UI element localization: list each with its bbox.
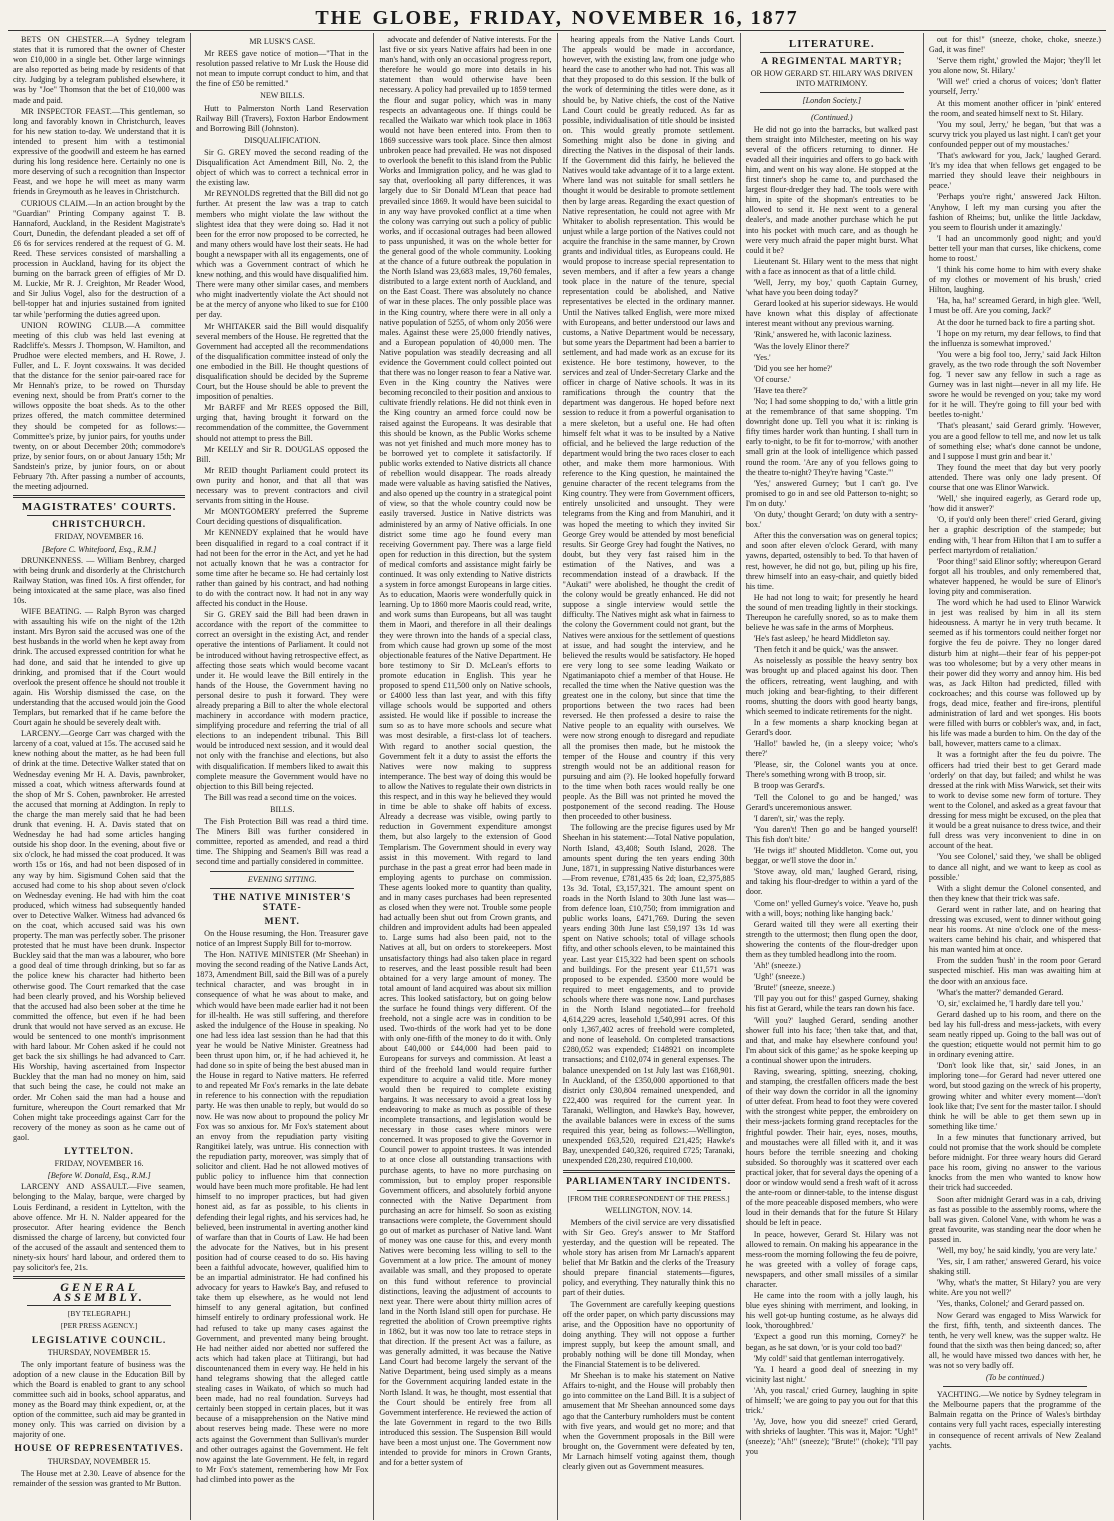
paragraph: Lieutenant St. Hilary went to the mess that night with a face as innocent as that of a little child. — [745, 256, 918, 276]
paragraph: 'Ah, you rascal,' cried Gurney, laughing in spite of himself; 'we are going to pay you out for that this trick.' — [745, 1385, 918, 1416]
paragraph: Gerard went in rather late, and on hearing that dressing was excused, went to dinner without going near his rooms. At nine o'clock one of the mess-waiters came behind his chair, and whispered that his man wanted him at once. — [928, 904, 1102, 955]
paragraph: 'He's fast asleep,' he heard Middleton say. — [753, 634, 890, 644]
paragraph: MR INSPECTOR FEAST.—This gentleman, so long and favorably known in Christchurch, leaves for his new station to-day. We understand that it is intended to present him with a testimonial expressive of the goodwill and esteem he has earned during his long residence here. Certainly no one is more deserving of such a recognition than Inspector Feast, and we hope he will meet as many warm friends in Greymouth as he leaves in Christchurch. — [13, 106, 186, 197]
paragraph: Mr KENNEDY explained that he would have been disqualified in regard to a coal contract if it had not been for the error in the Act, and yet he had not actually known that he was a contractor for some time after he became so. He had certainly lost rather than gained by his contract, and had nothing to do with the contract now. It had not in any way affected his conduct in the House. — [196, 528, 369, 609]
paragraph: 'Have tea there?' — [753, 385, 808, 395]
paragraph: 'You see Colonel,' said they, 'we shall be obliged to dance all night, and we want to keep as cool as possible.' — [928, 852, 1102, 882]
section-heading: MAGISTRATES' COURTS. — [21, 501, 177, 514]
paragraph: 'He twigs it!' shouted Middleton. 'Come out, you beggar, or we'll stove the door in.' — [745, 846, 918, 866]
paragraph: At this moment another officer in 'pink' entered the room, and seated himself next to St. Hilary. — [928, 98, 1102, 118]
subheading: MR LUSK'S CASE. — [249, 37, 316, 46]
paragraph: 'Expect a good run this morning, Corney?' he began, as he sat down, 'or is your cold too bad?' — [745, 1332, 918, 1352]
paragraph: 'That's awkward for you, Jack,' laughed Gerard. 'It's my idea that when fellows get engaged to be married they should leave their neighbours in peace.' — [928, 151, 1102, 191]
paragraph: hearing appeals from the Native Lands Court. The appeals would be made in accordance, however, with the existing law, from one judge who heard the case to another who had not. This was all that they proposed to do this session. If the bulk of the work of determining the titles were done, as it should be, by Native chiefs, the cost of the Native Land Court could be greatly reduced. As far as possible, individualisation of title should be insisted on. This would greatly promote settlement. Something might also be done in giving and directing the Natives in the disposal of their lands. If the Government did this fairly, he believed the Natives would take advantage of it to a large extent. Where land was not suitable for small settlers he thought it would be desirable to promote settlement then by large areas. Regarding the exact question of Native representation, he could not agree with Mr Whitaker to abolish representation. This would be unjust while a large portion of the Natives could not acquire the franchise in the same manner, by Crown grants and individual titles, as Europeans could. He would propose to increase special representation to seven members, and if after a few years a change took place in the nature of the tenure, special representation could be abolished, and Native representatives be elected in the ordinary manner. Until the Natives talked English, were more mixed with Europeans, and better understood our laws and customs, a Native Department would be necessary, but some years the Department had been a barrier to settlement, and had made work as an excuse for its existence. He bore testimony, however, to the services and zeal of Under-Secretary Clarke and the officer in charge of Native schools. It was in its ramifications through the country that the department was dangerous. He hoped before next session to reduce it from a powerful organisation to a mere skeleton, but a useful one. He had often himself felt what it was to be insulted by a Native official, and he believed the large reduction of the department would bring the two races closer to each other, and make them more harmonious. With reference to the King question, he maintained the genuine character of the recent telegrams from the King country. They were from Government officers, entirely unsolicited and unsought. They were telegrams from the King and from Manuhiri, and it was hoped the meeting to which they invited Sir George Grey would be attended by most beneficial results. Sir George Grey had fought the Natives, no doubt, but they very fast raised him in the estimation of the Natives, and was a recommendation instead of a drawback. If the "Aukati" were abolished, he thought the credit of the colony would be greatly enhanced. He did not suppose a single interview would settle the difficulty. The Natives might ask what in fairness to the colony the Government could not grant, but the Natives were anxious for the settlement of questions at issue, and had sought the interview, and he believed the results would be satisfactory. He hoped ere very long to see some leading Waikato or Ngatimaniapoto chief a member of that House. He recalled the time when the Native question was the greatest one in the colony, but since that time the proportions between the two races had been reversed. He then professed a desire to raise the Native people to an equality with ourselves. We were now strong enough to disregard and repudiate all the promises then made, but he mistook the temper of the House and country if this very strength would not be an additional reason for pursuing and aim (?). He looked hopefully forward to the time when both races would really be one people. As the Bill was not printed he moved the postponement of the second reading. The House then proceeded to other business. — [562, 35, 735, 822]
paragraph: 'Come on!' yelled Gurney's voice. 'Yeave ho, push with a will, boys; nothing like hanging back.' — [745, 898, 918, 918]
column-1 — [8, 33, 191, 1520]
section-heading-literature: LITERATURE. — [788, 38, 875, 50]
paragraph: 'Serve them right,' growled the Major; 'they'll let you alone now, St. Hilary.' — [928, 56, 1102, 76]
paragraph: 'Don't look like that, sir,' said Jones, in an imploring tone—for Gerard had never uttered one word, but stood gazing on the wreck of his property, growing whiter and whiter every moment—'don't look like that; I've sent for the master tailor. I should think he will be able to get them sewn up in something like time.' — [928, 1061, 1102, 1131]
divider — [760, 92, 904, 93]
masthead — [8, 6, 1106, 31]
divider — [13, 1276, 185, 1279]
paragraph: He had not long to wait; for presently he heard the sound of men treading lightly in their stockings. Thereupon he carefully snored, so as to make them believe he was safe in the arms of Morpheus. — [745, 592, 918, 633]
subheading: LEGISLATIVE COUNCIL. — [31, 1335, 167, 1346]
paragraph: 'Ugh!' (sneeze.) — [753, 972, 805, 982]
paragraph: 'Ay, Jove, how you did sneeze!' cried Gerard, with shrieks of laughter. 'This was it, Major: "Ugh!" (sneeze); "Ah!" (sneeze); "Brute!" (choke); "I'll pay you — [745, 1417, 918, 1457]
paragraph: 'Well, my boy,' he said kindly, 'you are very late.' — [936, 1245, 1097, 1255]
paragraph: With a slight demur the Colonel consented, and then they knew that their trick was safe. — [928, 883, 1102, 903]
masthead-the: THE — [315, 7, 364, 29]
to-be-continued: (To be continued.) — [985, 1373, 1045, 1383]
divider — [27, 515, 171, 516]
column-2 — [191, 33, 374, 1520]
paragraph: advocate and defender of Native interests. For the last five or six years Native affairs had been in one man's hand, with only an occasional progress report, therefore he would go more into details in his statement than would otherwise have been necessary. A policy had prevailed up to 1859 termed the flour and sugar policy, which was in many respects an advantageous one. If things could be recalled the Waikato war which took place in 1863 would not have been entered into. From then to 1869 successive wars took place. Since then almost unbroken peace had prevailed. He was not disposed to overlook the benefit to this island from the Public Works and Immigration policy, and he was glad to say that, overlooking all party differences, it was largely due to Sir Donald M'Lean that peace had prevailed since 1869. It would have been suicidal to in any way have provoked conflict at a time when the colony was carrying out such a policy of public works, and if occasional outrages had been allowed to pass unpunished, it was on the whole better for the general good of the whole community. Looking at the chance of a future outbreak the population in the North Island was 23,683 males, 19,760 females, distributed to a large extent north of Auckland, and on the East Coast. There was absolutely no chance of war in these places. The only possible place was in the King country, where there were in all only a native population of 5255, of whom only 2056 were males. Against these were 25,000 friendly natives, and a European population of 40,000 men. The Native population was steadily decreasing and all evidence the Government could collect pointed out that there was no longer reason to fear a Native war. Even in the King country the Natives were becoming reconciled to their position and anxious to cultivate friendly relations. He did not think even in the King country an armed force could now be raised against the Europeans. It was desirable that this should be known, as the Public Works scheme was not yet finished and much more money has to be borrowed yet to complete it satisfactorily. If public works extended to Native districts all chance of rebellion would disappear. The roads already made were valuable as having satisfied the Natives, and also opened up the country in a strategical point of view, so that the whole country could now be easily traversed. Justice in Native districts was administered by an army of Native officials. In one district some time ago he found every man receiving Government pay. There was a large field open for reduction in this direction, but the system of medical comforts and assistance might fairly be continued. It was only extending to Native districts a system in force amongst Europeans in large cities. As to education, Maoris were wonderfully quick in learning. Up to 1860 more Maoris could read, write, and work sums than Europeans, but all was taught them in Maori, and therefore in all their dealings they were thrown into the hands of a special class, from which cause had grown up some of the most objectionable features of the Native Department. He bore testimony to Sir D. McLean's efforts to promote education in English. This year he proposed to spend £11,500 only on Native schools, or £4000 less than last year, and with this fifty village schools would be supported and others assisted. He would like if possible to increase the sum so as to have more schools and secure what was most desirable, a first-class lot of teachers. With regard to another social question, the Government felt it a duty to assist the efforts the Natives were now making to suppress intemperance. The best way of doing this would be to allow the Natives to regulate their own districts in this respect, and in this way he believed they would in time be able to shake off habits of excess. Already a decrease was visible, owing partly to reduction in Government expenditure amongst them, but also largely to the extension of Good Templarism. The Government should in every way assist in this movement. With regard to land purchase in the past a great error had been made in employing agents to purchase on commission. These agents looked more to quantity than quality, and in many cases purchases had been represented as closed when they were not. Trouble some people had actually been shut out from Crown grants, and children and improvident adults had been appealed to. Large sums had also been paid, not to the Natives at all, but on orders to storekeepers. Most unsatisfactory things had also taken place in regard to reserves, and the least possible result had been obtained for a very large amount of money. The total amount of land acquired was about six million acres. This looked satisfactory, but on going below the surface he found things very different. Of the freehold, not a single acre was in condition to be used. Two-thirds of the work had yet to be done with only one-fifth of the money to do it with. Only about £40,000 or £44,000 had been paid to Europeans for surveys and commission. At least a third of the freehold land would require further expenditure to acquire a valid title. More money would then be required to complete existing bargains. It was necessary to avoid a great loss by endeavoring to make as much as possible of these incomplete transactions, and legislation would be necessary in those cases where minors were concerned. It was proposed to give the Governor in Council power to appoint trustees. It was intended to at once close all outstanding transactions with purchase agents, to have no more purchasing on commission, but to employ proper responsible Government officers, and absolutely forbid anyone connected with the Native Department from purchasing an acre for himself. So soon as existing transactions were complete, the Government should go out of market as purchaser of Native land. Want of money was one cause for this, and every month Natives were becoming less willing to sell to the Government at a low price. The amount of money available was small, and they proposed to operate on this fund without reference to provincial distinctions, leaving the adjustment of accounts to next year. There were about thirty million acres of land in the North Island still open for purchase. He regretted the abolition of Crown preemptive rights in 1862, but it was now too late to retrace steps in that direction. If the present Act was a failure, as was generally admitted, it was because the Native Land Court had become largely the servant of the Native Department, being used simply as a means for the Government acquiring landed estate in the North Island. It was, he thought, most essential that the Court should be entirely free from all Government interference. He reviewed the action of the late Government in regard to the two Bills introduced this session. The Suspension Bill would have been a most unjust one. The Government now intended to provide for minors in Crown Grants, and for a better system of — [379, 35, 552, 1468]
paragraph: 'O, if you'd only been there!' cried Gerard, giving her a graphic description of the stampede; but ending with, 'I hear from Hilton that I am to suffer a perfect martyrdom of retaliation.' — [928, 515, 1102, 555]
subheading: HOUSE OF REPRESENTATIVES. — [14, 1444, 184, 1455]
section-heading-general-assembly: GENERAL ASSEMBLY. — [53, 1280, 145, 1305]
paragraph: 'Tell the Colonel to go and be hanged,' was Gerard's unceremonious answer. — [745, 792, 918, 812]
section-heading: THE NATIVE MINISTER'S STATE- — [213, 892, 352, 913]
paragraph: The House met at 2.30. Leave of absence for the remainder of the session was granted to Mr Button. — [13, 1468, 186, 1488]
paragraph: CURIOUS CLAIM.—In an action brought by the "Guardian" Printing Company against T. B. Hannaford, Auckland, in the Resident Magistrate's Court, Dunedin, the defendant pleaded a set off of £6 6s for services rendered at the request of G. M. Reed. These services consisted of marshalling a procession in Auckland, having for its object the burning on the barrack green of effigies of Mr D. M. Luckie, Mr R. J. Creighton, Mr Reader Wood, and Sir Julius Vogel, also for the destruction of a bell-topper hat and injuries sustained from ignited tar while 'performing the duties agreed upon. — [13, 198, 186, 319]
subheading: CHRISTCHURCH. — [52, 520, 147, 531]
paragraph: 'Yes, thanks, Colonel;' and Gerard passed on. — [936, 1299, 1085, 1309]
paragraph: 'Ha, ha, ha!' screamed Gerard, in high glee. 'Well, I must be off. Are you coming, Jack?' — [928, 296, 1102, 316]
paragraph: 'Then fetch it and be quick,' was the answer. — [753, 645, 899, 655]
paragraph: Mr BARFF and Mr REES opposed the Bill, urging that, having brought it forward on the recommendation of the committee, the Government should not attempt to press the Bill. — [196, 403, 369, 443]
byline: [FROM THE CORRESPONDENT OF THE PRESS.] — [567, 1193, 730, 1203]
paragraph: 'Please, sir, the Colonel wants you at once. There's something wrong with B troop, sir. — [745, 760, 918, 780]
divider — [577, 1190, 721, 1191]
paragraph: 'I hope on my return, my dear fellows, to find that the influenza is somewhat improved.' — [928, 328, 1102, 348]
paragraph: Mr Sheehan is to make his statement on Native Affairs to-night, and the House will probably then go into committee on the Land Bill. It is a subject of amusement that Mr Sheehan announced some days ago that the Canterbury rumholders must be content with five years, and would get no more; and that when the Government proposals in the Bill were brought on, the Government were defeated by ten, Mr Larnach himself voting against them, though clearly given out as Government measures. — [562, 1371, 735, 1472]
paragraph: Sir G. GREY moved the second reading of the Disqualification Act Amendment Bill, No. 2, the object of which was to correct a technical error in the existing law. — [196, 147, 369, 188]
paragraph: 'I'll pay you out for this!' gasped Gurney, shaking his fist at Gerard, while the tears ran down his face. — [745, 994, 918, 1014]
byline: [PER PRESS AGENCY.] — [60, 1321, 138, 1331]
divider — [760, 52, 904, 53]
story-subtitle: OR HOW GERARD ST. HILARY WAS DRIVEN INTO MATRIMONY. — [750, 69, 913, 89]
paragraph: Soon after midnight Gerard was in a cab, driving as fast as possible to the assembly rooms, where the ball was given. Colonel Vane, with whom he was a great favourite, was standing near the door when he passed in. — [928, 1194, 1102, 1244]
paragraph: 'Yes, sir, I am rather,' answered Gerard, his voice shaking still. — [928, 1257, 1102, 1277]
paragraph: Mr REID thought Parliament could protect its own purity and honor, and that all that was necessary was to prevent contractors and civil servants from sitting in the House. — [196, 465, 369, 506]
paragraph: 'You my soul, Jerry,' he began, 'but that was a scurvy trick you played us last night. I can't get your confounded pepper out of my moustaches.' — [928, 119, 1102, 149]
subheading: NEW BILLS. — [260, 91, 305, 101]
dateline: WELLINGTON, NOV. 14. — [605, 1205, 693, 1215]
divider — [210, 871, 354, 872]
column-6 — [924, 33, 1106, 1520]
paragraph: 'Yes.' — [753, 352, 771, 362]
paragraph: Hutt to Palmerston North Land Reservation Railway Bill (Travers), Foxton Harbor Endowment and Borrowing Bill (Johnston). — [196, 103, 369, 133]
paragraph: YACHTING.—We notice by Sydney telegram in the Melbourne papers that the programme of the Balmain regatta on the Prince of Wales's birthday contains very full yacht races, especially interesting in consequence of recent arrivals of New Zealand yachts. — [928, 1390, 1102, 1450]
paragraph: 'Will you?' laughed Gerard, sending another shower full into his face; 'then take that, and that, and that, and make hay elsewhere confound you! I'm about sick of this game;' as he spoke keeping up a continual shower upon the intruders. — [745, 1015, 918, 1065]
paragraph: out for this!" (sneeze, choke, choke, sneeze.) Gad, it was fine!' — [928, 35, 1102, 55]
court-line: [Before C. Whitefoord, Esq., R.M.] — [41, 544, 157, 554]
paragraph: 'You daren't! Then go and be hanged yourself! This fish don't bite.' — [745, 824, 918, 844]
masthead-date: NOVEMBER 16, 1877 — [571, 7, 799, 29]
divider — [943, 1386, 1087, 1387]
paragraph: 'I had an uncommonly good night; and you'd better tell your man that curses, like chickens, come home to roost.' — [928, 233, 1102, 263]
columns — [8, 33, 1106, 1520]
paragraph: BETS ON CHESTER.—A Sydney telegram states that it is rumored that the owner of Chester won £10,000 in a single bet. Other large winnings are also reported as being made by residents of that city. Judging by a telegram published elsewhere, it was by "Joe" Thomson that the bet of £10,000 was made and paid. — [13, 35, 186, 105]
paragraph: Mr MONTGOMERY preferred the Supreme Court deciding questions of disqualification. — [196, 507, 369, 527]
paragraph: 'I daren't, sir,' was the reply. — [753, 813, 845, 823]
divider — [210, 888, 354, 889]
subheading-evening: EVENING SITTING. — [247, 874, 317, 884]
paragraph: 'Did you see her home?' — [753, 363, 833, 373]
paragraph: In peace, however, Gerard St. Hilary was not allowed to remain. On making his appearance in the mess-room the morning following the feu de poivre, he was greeted with a volley of forage caps, newspapers, and other small missiles of a similar character. — [745, 1229, 918, 1289]
paragraph: LARCENY AND ASSAULT.—Five seamen, belonging to the Malay, barque, were charged by Louis Ferdinand, a resident in Lyttelton, with the above offence. Mr H. N. Nalder appeared for the prosecutor. After hearing evidence the Bench dismissed the charge of larceny, but convicted four of the accused of the assault and sentenced them to ninety-six hours' hard labour, and ordered them to pay solicitor's fee, 21s. — [13, 1182, 186, 1273]
divider — [563, 1170, 735, 1173]
paragraph: The Government are carefully keeping questions off the order paper, on which party discussions may arise, and the Opposition have no opportunity of doing anything. They will not oppose a further imprest supply, but keep the amount small, and probably nothing will be done till Monday, when the Financial Statement is to be delivered. — [562, 1299, 735, 1370]
paragraph: 'Stove away, old man,' laughed Gerard, rising, and taking his flour-dredger to within a yard of the door. — [745, 867, 918, 897]
column-5 — [741, 33, 924, 1520]
paragraph: 'Perhaps you're right,' answered Jack Hilton. 'Anyhow, I left my man cursing you after the fashion of Rheims; but, unlike the little Jackdaw, you seem to flourish under it amazingly.' — [928, 192, 1102, 232]
paragraph: 'I think his come home to him with every shake of my clothes or movement of his brush,' cried Hilton, laughing. — [928, 265, 1102, 295]
subheading: DISQUALIFICATION. — [244, 135, 321, 145]
dateline: FRIDAY, NOVEMBER 16. — [54, 532, 144, 542]
paragraph: In a few minutes that functionary arrived, but could not promise that the work should be complete before midnight. For three weary hours did Gerard pace his room, giving no answer to the various knocks from the men who wanted to know how their trick had succeeded. — [928, 1132, 1102, 1193]
paragraph: Raving, swearing, spitting, sneezing, choking, and stamping, the crestfallen officers made the best of their way down the corridor in all the ignominy of utter defeat. From head to foot they were covered with the strongest white pepper, the embroidery on their mess-jackets forming grand receptacles for the frightful powder. Their hair, eyes, noses, mouths, and moustaches were all filled with it, and it was hours before the terrible sneezing and choking subsided. So thoroughly was it scattered over each practical joker, that for several days the opening of a door or window would send a fresh waft of it across the ante-room or dinner-table, to the intense disgust of the more peaceable disposed members, who were loud in their demands that for the future St Hilary should be left in peace. — [745, 1067, 918, 1228]
dateline: THURSDAY, NOVEMBER 15. — [47, 1456, 151, 1466]
paragraph: They found the meet that day but very poorly attended. There was only one lady present. Of course that one was Elinor Warwick. — [928, 462, 1102, 493]
paragraph: 'No; I had some shopping to do,' with a little grin at the remembrance of that same shopping. 'I'm downright done up. Tell you what it is: rinking is fifty times harder work than hunting. I shall turn in early to-night, to be fit for to-morrow,' with another small grin at the look of intelligence which passed round the room. 'Are any of you fellows going to the theatre to-night? They're having "Caste."' — [745, 397, 918, 477]
paragraph: On the House resuming, the Hon. Treasurer gave notice of an Imprest Supply Bill for to-morrow. — [196, 928, 369, 948]
paragraph: Gerard dashed up to his room, and there on the bed lay his full-dress and mess-jackets, with every seam neatly ripped up. Going to the ball was out of the question; etiquette would not permit him to go in ordinary evening attire. — [928, 1009, 1102, 1060]
paragraph: 'My cold!' said that gentleman interrogatively. — [753, 1353, 905, 1363]
paragraph: It was a fortnight after the feu du poivre. The officers had tried their best to get Gerard made 'orderly' on that day, but failed; and whilst he was dressed at the rink with Miss Warwick, set their wits to work to devise some new form of torture. They went to the Colonel, and asked as a great favour that dressing for mess might be excused, on the plea that it would be a great nuisance to dress twice, and their full dress was very inconvenient to dine in on account of the heat. — [928, 750, 1102, 851]
paragraph: The Fish Protection Bill was read a third time. The Miners Bill was further considered in committee, reported as amended, and read a third time. The Shipping and Seamen's Bill was read a second time and partially considered in committee. — [196, 817, 369, 867]
masthead-day: FRIDAY, — [469, 7, 563, 29]
paragraph: 'On duty,' thought Gerard; 'on duty with a sentry-box.' — [745, 510, 918, 530]
divider — [27, 1305, 171, 1306]
paragraph: 'Why, what's the matter, St Hilary? you are very white. Are you not well?' — [928, 1278, 1102, 1298]
section-heading: MENT. — [264, 916, 300, 927]
story-title: A REGIMENTAL MARTYR; — [761, 57, 903, 68]
paragraph: The word which he had used to Elinor Warwick in jest was realised by him in all its stern hideousness. A martyr he in very truth became. It seemed as if his tormentors could neither forget nor forgive the feu de poivre. They no longer dared disturb him at night—their fear of his pepper-pot was too wholesome; but by a very other means in their power did they worry and annoy him. His bed was, as Jack Hilton had predicted, filled with cockroaches; and this course was followed up by frogs, dead mice, feather and fire-irons, plentiful administration of lard and wet sponges. His boots were filled with burrs or cobbler's wax, and, in fact, his life was made a burden to him. On the day of the ball, however, matters came to a climax. — [928, 598, 1102, 749]
paragraph: Gerard looked at his superior sideways. He would have known what this display of affectionate interest meant without any previous warning. — [745, 299, 918, 329]
paragraph: Mr KELLY and Sir R. DOUGLAS opposed the Bill. — [196, 444, 369, 464]
paragraph: After this the conversation was on general topics; and soon after eleven o'clock Gerard, with many yawns, departed, ostensibly to bed. To that haven of rest, however, he did not go, but, piling up his fire, threw himself into an easy-chair, and quietly bided his time. — [745, 531, 918, 591]
subheading: BILLS. — [270, 804, 295, 814]
dateline: FRIDAY, NOVEMBER 16. — [54, 1159, 144, 1169]
paragraph: 'You were a big fool too, Jerry,' said Jack Hilton gravely, as the two rode through the soft November fog. 'I never saw any fellow in such a rage as Gurney was in last night—never in all my life. He swore he would be revenged on you; take my word for it he will. They're going to fill your bed with beetles to-night.' — [928, 349, 1102, 420]
paragraph: Sir G. GREY said the Bill had been drawn in accordance with the report of the committee to correct an oversight in the existing Act, and render operative the intentions of Parliament. It could not be introduced without having retrospective effect, as affecting those seats which would become vacant under it. He would leave the Bill entirely in the hands of the House, the Government having no personal desire to push it forward. They were already preparing a Bill to alter the whole electoral machinery in accordance with modern practice, simplifying procedure and referring the trial of all elections to an independent tribunal. This Bill would be introduced next session, and it would deal not only with the franchise and elections, but also with disqualification. If members liked to await this complete measure the Government would have no objection to this Bill being rejected. — [196, 610, 369, 791]
paragraph: Members of the civil service are very dissatisfied with Sir Geo. Grey's answer to Mr Stafford yesterday, and the question will be repeated. The whole story has arisen from Mr Larnach's apparent belief that Mr Batkin and the clerks of the Treasury should prepare financial statements—figures, policy, and everything. They naturally think this no part of their duties. — [562, 1217, 735, 1298]
paragraph: 'Will we!' cried a chorus of voices; 'don't flatter yourself, Jerry.' — [928, 77, 1102, 97]
paragraph: The Bill was read a second time on the voices. — [204, 792, 357, 802]
paragraph: He did not go into the barracks, but walked past them straight into Milchester, meeting on his way several of the officers returning to dinner. He evaded all their inquiries and offers to go back with him, and went on his way alone. He stopped at the first tinner's shop he came to, and purchased the largest flour-dredger they had. The tools were with him, in spite of the shopman's entreaties to be allowed to send it. He next went to a general dealer's, and made another purchase which he put into his pocket with much care, and as though he were very much afraid the paper might burst. What could it be? — [745, 124, 918, 255]
paragraph: 'What's the matter?' demanded Gerard. — [936, 987, 1064, 997]
paragraph: Mr REYNOLDS regretted that the Bill did not go further. At present the law was a trap to catch members who might violate the law without the slightest idea that they were doing so. Had it not been for the error now proposed to be corrected, he and many others would have lost their seats. He had bought a newspaper with all its engagements, one of which was a Government contract of which he knew nothing, and this would have disqualified him. There were many other similar cases, and members who might inadvertently violate the Act should not be at the mercy of anyone who liked to sue for £100 per day. — [196, 189, 369, 320]
paragraph: 'Of course.' — [753, 374, 791, 384]
paragraph: 'That's pleasant,' said Gerard grimly. 'However, you are a good fellow to tell me, and now let us talk of something else; what's done cannot be undone, and I suppose I must grin and bear it.' — [928, 421, 1102, 461]
paragraph: The only important feature of business was the adoption of a new clause in the Education Bill by which the Board is enabled to grant to any school committee such aid in books, school apparatus, and money as the Board may think expedient, or, at the option of the committee, such aid may be granted in money only. This was carried on division by a majority of one. — [13, 1359, 186, 1440]
paragraph: 'Ah!' (sneeze.) — [753, 961, 801, 971]
subheading: LYTTELTON. — [64, 1147, 134, 1158]
divider — [760, 109, 904, 110]
masthead-title: GLOBE, — [372, 7, 461, 29]
paragraph: Gerard waited till they were all exerting their strength to the uttermost; then flung open the door, showering the contents of the flour-dredger upon them as they tumbled headlong into the room. — [745, 919, 918, 959]
paragraph: He came into the room with a jolly laugh, his blue eyes shining with merriment, and looking, in his well got-up hunting costume, as he always did look, 'thoroughbred.' — [745, 1291, 918, 1331]
paragraph: 'Rink,' answered he, with laconic laziness. — [753, 330, 892, 340]
paragraph: As noiselessly as possible the heavy sentry box was brought up and placed against his door. Then the officers, retreating, went laughing, and with much joking and bear-fighting, to their different rooms, shutting the doors with good hearty bangs, which seemed to indicate retirements for the night. — [745, 656, 918, 716]
paragraph: Mr REES gave notice of motion—"That in the resolution passed relative to Mr Lusk the House did not mean to impute corrupt conduct to him, and that the fine of £50 be remitted." — [196, 49, 369, 89]
byline: [BY TELEGRAPH.] — [67, 1309, 131, 1319]
divider — [13, 495, 185, 498]
column-4 — [558, 33, 741, 1520]
paragraph: 'Hallo!' bawled he, (in a sleepy voice; 'who's there?' — [745, 739, 918, 759]
paragraph: In a few moments a sharp knocking began at Gerard's door. — [745, 717, 918, 737]
paragraph: 'O, sir,' exclaimed he, 'I hardly dare tell you.' — [936, 998, 1083, 1008]
paragraph: WIFE BEATING. — Ralph Byron was charged with assaulting his wife on the night of the 12th instant. Mrs Byron said the accused was one of the best husbands in the world when he kept away from drink. The accused expressed contrition for what he had done, and said that he intended to give up drinking, and promised that if the Court would overlook the present offence he should not trouble it again. His Worship dismissed the case, on the understanding that the accused would join the Good Templars, but remarked that if he came before the Court again he should be severely dealt with. — [13, 607, 186, 728]
paragraph: DRUNKENNESS. — William Benbrey, charged with being drunk and disorderly at the Christchurch Railway Station, was fined 10s. A first offender, for being intoxicated at the same place, was also fined 10s. — [13, 555, 186, 605]
column-3 — [374, 33, 557, 1520]
paragraph: LARCENY.—George Carr was charged with the larceny of a coat, valued at 15s. The accused said he knew nothing about the matter, as he had been full of drink at the time. Detective Walker stated that on Wednesday evening Mr H. A. Davis, pawnbroker, missed a coat, which witness afterwards found at the shop of Mr S. Cohen, pawnbroker. He arrested the accused that morning at Addington. In reply to the charge the man merely said that he had been drunk that evening. H. A. Davis stated that on Wednesday he had had some articles hanging outside his shop door. In the evening, about five or six o'clock, he had missed the coat produced. It was worth 15s or 16s, and had not been disposed of in any way by him. Sigismund Cohen said that the accused had come to his shop about seven o'clock on Wednesday evening. He had with him the coat produced, which witness had subsequently handed over to Detective Walker. Witness had advanced 6s on the coat, which accused said was his own property. The man was perfectly sober. The prisoner protested that he must have been drunk. Inspector Buckley said that the man was a labourer, who bore a good deal of time through drinking, but so far as the police knew his character had hitherto been otherwise good. The Court remarked that the case had been clearly proved, and his Worship believed that the accused had also been sober at the time he committed the offence, but even if he had been drunk that would not have served as an excuse. He would be sentenced to one month's imprisonment with hard labour. Mr Cohen asked if he could not get back the six shillings he had advanced to Carr. His Worship, having ascertained from Inspector Buckley that the man had no money on him, said that such being the case, he could not make an order. Mr Cohen said the man had a house and furniture, whereupon the Court remarked that Mr Cohen might take proceedings against Carr for the recovery of the money as soon as he came out of gaol. — [13, 729, 186, 1142]
paragraph: 'Was the lovely Elinor there?' — [753, 341, 850, 351]
source-line: [London Society.] — [802, 96, 862, 106]
paragraph: Mr WHITAKER said the Bill would disqualify several members of the House. He regretted that the Government had accepted all the recommendations of the disqualification committee instead of only the one embodied in the Bill. He thought questions of disqualification should be decided by the Supreme Court, but the House should be able to prevent the imposition of penalties. — [196, 321, 369, 402]
paragraph: Now Gerard was engaged to Miss Warwick for the first, fifth, tenth, and sixteenth dances. The tenth, he very well knew, was the supper waltz. He found that the sixth was then being danced; so, after all, he would have missed two dances with her, he was not so very badly off. — [928, 1310, 1102, 1370]
paragraph: 'Well,' she inquired eagerly, as Gerard rode up, 'how did it answer?' — [928, 494, 1102, 514]
paragraph: 'Brute!' (sneeze, sneeze.) — [753, 983, 835, 993]
paragraph: The following are the precise figures used by Mr Sheehan in his statement:—Total Native population, North Island, 43,408; South Island, 2028. The amounts spent during the ten years ending 30th June, 1871, in suppressing Native disturbances were—From revenue, £781,435 6s 2d; loan, £2,375,885 13s 3d. Total, £3,157,321. The amount spent on roads in the North Island to 30th June last was—from defence loan, £10,750; from immigration and public works loans, £471,769. During the seven years ending 30th June last £59,197 13s 1d was spent on Native schools; total of village schools fifty, and other schools eleven, to be maintained this year. Last year £15,322 had been spent on schools and buildings. For the present year £11,571 was proposed to be expended. £3500 more would be required to meet engagements, and to provide schools where there was none now. Land purchases in the North Island negotiated—for freehold 4,614,229 acres, leasehold 1,540,991 acres. Of this only 1,367,402 acres of freehold were completed, and none of leasehold. On completed transactions £280,052 was expended; £148921 on incomplete transactions; and £102,074 in general expenses. The balance unexpended on 1st July last was £168,901. In Auckland, of the £350,000 apportioned to that district only £30,804 remained unexpended, and £22,400 was required for the current year. In Taranaki, Wellington, and Hawke's Bay, however, the available balances were in excess of the sums required this year, being as follows:—Wellington, unexpended £63,520, required £21,425; Hawke's Bay, unexpended £40,326, required £725; Taranaki, unexpended £28,230, required £10,000. — [562, 823, 735, 1166]
paragraph: The Hon. NATIVE MINISTER (Mr Sheehan) in moving the second reading of the Native Lands Act, 1873, Amendment Bill, said the Bill was of a purely technical character, and was brought in in consequence of what he was about to make, and which would have been made earlier had it not been for ill-health. He was still suffering, and therefore asked the indulgence of the House in speaking. No one had less idea last session than he had that this year he would be Native Minister. Greatness had been thrust upon him, or, if he had achieved it, he had done so in spite of being the best abused man in the House in regard to Native matters. He referred to and repeated Mr Fox's remarks in the late debate in reference to his connection with the repudiation party. He was then unable to reply, but would do so now. He was now about to propound the policy Mr Fox was so anxious for. Mr Fox's statement about an envoy from the repudiation party visiting Rangitikei lately, was untrue. His connection with the repudiation party, moreover, was simply that of solicitor and client. Had he not allowed motives of public policy to influence him that connection would have been much more profitable. He had lent himself to no improper practices, but had given honest aid, as far as possible, to his clients in defending their legal rights, and his services had, he believed, been instrumental in averting another kind of warfare than that in Courts of Law. He had been the advocate for the Natives, but in his present position had of course ceased to do so. His having been a faithful advocate, however, qualified him to be an impartial administrator. He had confined his advocacy for years to Hawke's Bay, and refused to take them up elsewhere, as he would not lend himself to any general agitation, but confined himself entirely to ordinary professional work. He had refused to take up many cases against the Government, and prevented many being brought. He had neither aided nor abetted nor suffered the acts which had taken place at Tiitirangi, but had discountenanced them in every way. He held in his hand telegrams showing that the alleged cattle stealing cases in Waikato, of which so much had been made, had no real foundation. Surveys had certainly been stopped in certain places, but it was because of a misapprehension on the Native mind about reserves being made. These were no more acts against the Government than Sullivan's murder and other outrages against the Government. He felt now against the late Government. He felt, in regard to Mr Fox's statement, remembering how Mr Fox had climbed into power as the — [196, 950, 369, 1484]
court-line: [Before W. Donald, Esq., R.M.] — [47, 1171, 151, 1181]
dateline: THURSDAY, NOVEMBER 15. — [47, 1347, 151, 1357]
paragraph: From the sudden 'hush' in the room poor Gerard suspected mischief. His man was awaiting him at the door with an anxious face. — [928, 956, 1102, 986]
paragraph: 'Yes,' answered Gurney; 'but I can't go. I've promised to go in and see old Patterson to-night; so I'm on duty.' — [745, 478, 918, 508]
continued-line: (Continued.) — [810, 113, 853, 123]
paragraph: 'Well, Jerry, my boy,' quoth Captain Gurney, 'what have you been doing today?' — [745, 277, 918, 298]
paragraph: 'Ya. I heard a good deal of sneezing in my vicinity last night.' — [745, 1364, 918, 1384]
paragraph: UNION ROWING CLUB.—A committee meeting of this club was held last evening at Radcliffe's. Messrs J. Thompson, W. Hamilton, and Prudhoe were elected members, and H. Rowe, J. Fuller, and L. F. Joynt coxswains. It was decided that the distance for the senior pair-oared race for Mr Hennah's prize, to be rowed on Thursday evening next, should be from Pratt's corner to the willows opposite the boat sheds. As to the other prizes offered, the match committee determined they should be competed for as follows:—Committee's prize, by junior pairs, for youths under twenty, on or about December 20th; commodore's prize, by senior fours, on or about January 15th; Mr Sandstein's prize, by junior fours, on or about February 7th. After passing a number of accounts, the meeting adjourned. — [13, 320, 186, 492]
paragraph: B troop was Gerard's. — [753, 781, 825, 791]
section-heading: PARLIAMENTARY INCIDENTS. — [566, 1176, 732, 1187]
paragraph: At the door he turned back to fire a parting shot. — [936, 317, 1095, 327]
paragraph: 'Poor thing!' said Elinor softly; whereupon Gerard forgot all his troubles, and only remembered that, whatever happened, he would be sure of Elinor's loving pity and commiseration. — [928, 556, 1102, 596]
